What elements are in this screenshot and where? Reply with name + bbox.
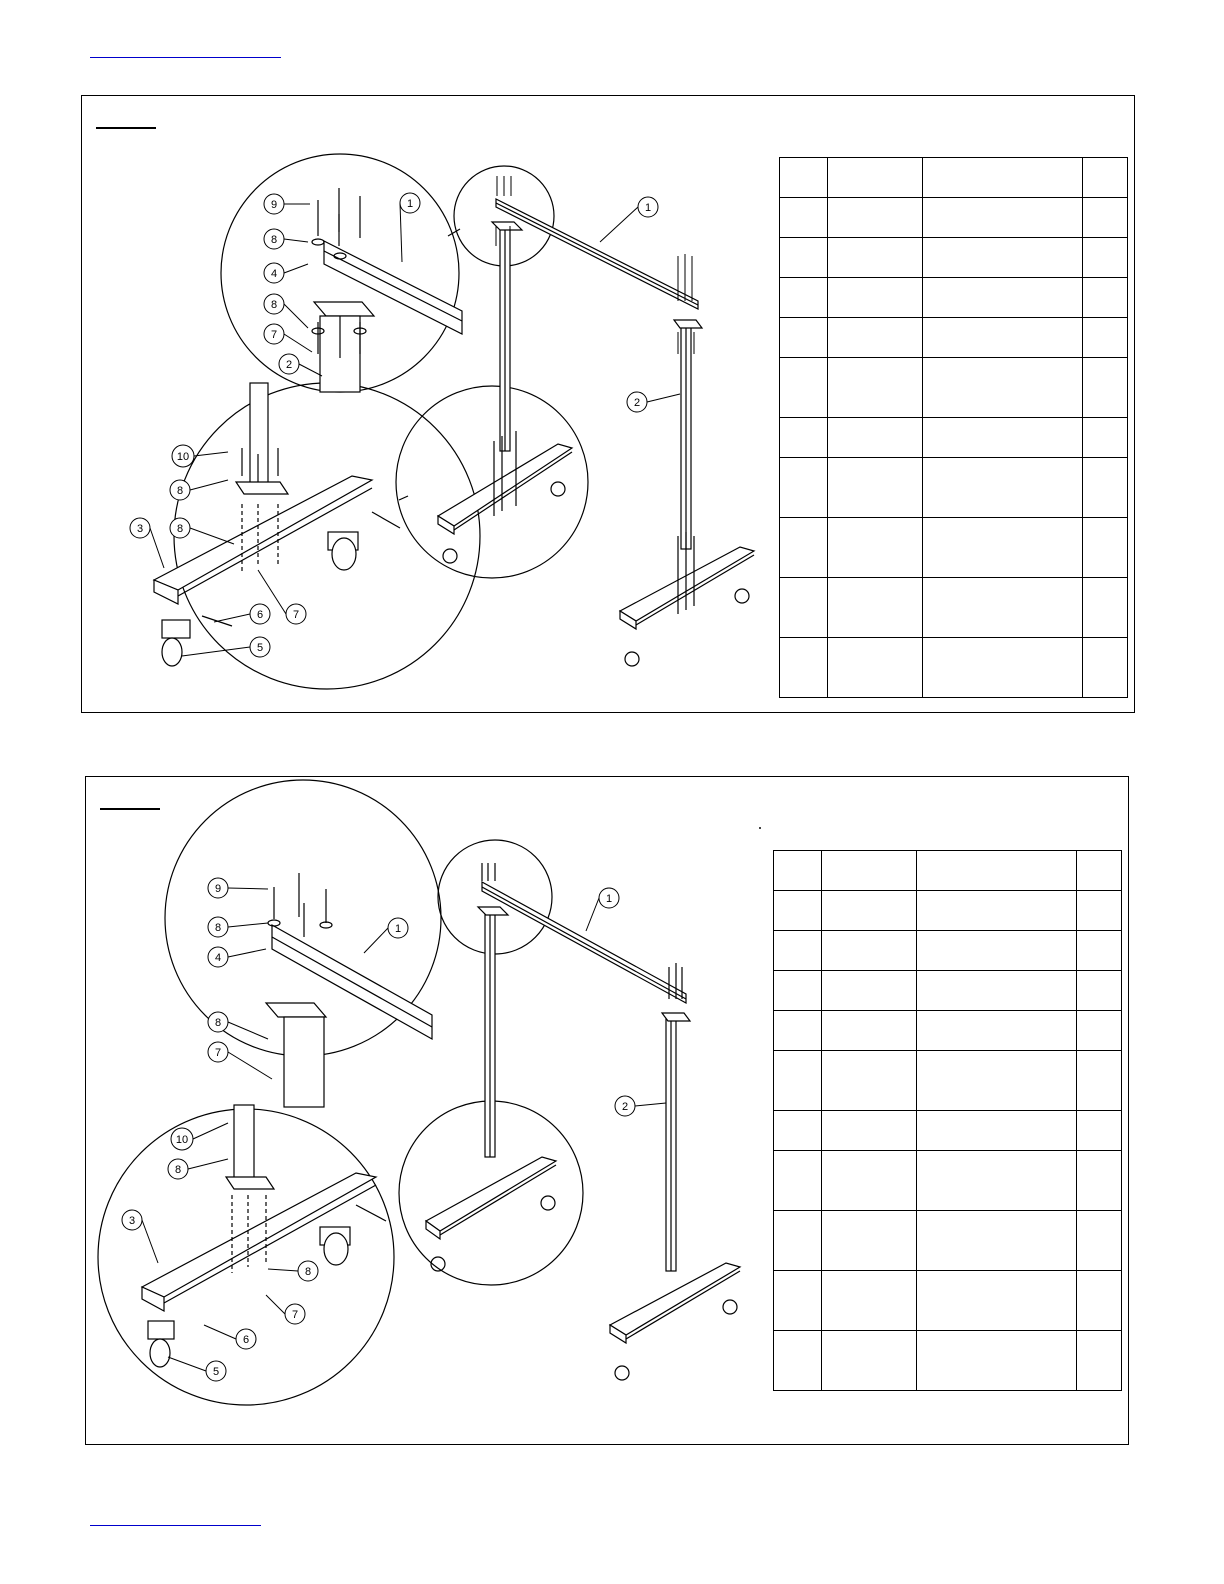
table-cell [774, 1051, 822, 1111]
callout-8: 8 [270, 299, 278, 311]
table-cell [1077, 1271, 1122, 1331]
table-cell [923, 458, 1083, 518]
table-row [780, 198, 1128, 238]
table-cell [780, 278, 828, 318]
table-row [774, 1331, 1122, 1391]
table-cell [1083, 518, 1128, 578]
callout-6: 6 [256, 609, 264, 621]
table-cell [1083, 158, 1128, 198]
assembly-drawing-1 [82, 96, 782, 714]
table-cell [822, 891, 917, 931]
table-cell [822, 931, 917, 971]
callout-5: 5 [256, 642, 264, 654]
table-cell [1077, 1111, 1122, 1151]
table-cell [1083, 458, 1128, 518]
table-cell [780, 158, 828, 198]
callout-2: 2 [285, 359, 293, 371]
table-row [780, 238, 1128, 278]
table-cell [1077, 851, 1122, 891]
callout-4: 4 [214, 952, 222, 964]
table-cell [917, 1051, 1077, 1111]
callout-7: 7 [291, 1309, 299, 1321]
table-row [774, 931, 1122, 971]
table-cell [923, 358, 1083, 418]
table-cell [1077, 891, 1122, 931]
table-row [774, 891, 1122, 931]
table-cell [1083, 578, 1128, 638]
table-cell [780, 318, 828, 358]
callout-8: 8 [270, 234, 278, 246]
table-cell [780, 518, 828, 578]
table-cell [774, 1271, 822, 1331]
table-cell [923, 198, 1083, 238]
table-cell [828, 578, 923, 638]
table-cell [917, 971, 1077, 1011]
table-cell [822, 1211, 917, 1271]
table-cell [1083, 198, 1128, 238]
table-cell [917, 1111, 1077, 1151]
detail-circle-bottom [174, 383, 480, 689]
callout-2: 2 [633, 397, 641, 409]
table-cell [780, 458, 828, 518]
table-cell [828, 638, 923, 698]
table-cell [822, 1051, 917, 1111]
assembly-panel-2 [85, 776, 1129, 1445]
table-cell [917, 891, 1077, 931]
table-row [780, 278, 1128, 318]
table-cell [822, 1271, 917, 1331]
table-cell [917, 851, 1077, 891]
parts-table-2 [773, 850, 1122, 1391]
table-cell [1083, 418, 1128, 458]
table-cell [917, 1011, 1077, 1051]
table-cell [774, 1011, 822, 1051]
callout-5: 5 [212, 1366, 220, 1378]
assembly-drawing-2 [86, 777, 776, 1446]
table-cell [917, 1271, 1077, 1331]
table-cell [923, 238, 1083, 278]
table-cell [774, 851, 822, 891]
table-cell [774, 971, 822, 1011]
table-cell [917, 1151, 1077, 1211]
callout-6: 6 [242, 1334, 250, 1346]
table-cell [828, 278, 923, 318]
table-cell [780, 638, 828, 698]
table-cell [923, 418, 1083, 458]
table-cell [774, 891, 822, 931]
table-cell [1083, 278, 1128, 318]
callout-8: 8 [176, 523, 184, 535]
callout-3: 3 [136, 523, 144, 535]
table-cell [822, 851, 917, 891]
table-row [780, 158, 1128, 198]
table-cell [828, 518, 923, 578]
table-cell [780, 358, 828, 418]
table-cell [828, 158, 923, 198]
table-cell [917, 1331, 1077, 1391]
table-cell [1083, 318, 1128, 358]
table-cell [1083, 638, 1128, 698]
table-cell [923, 518, 1083, 578]
table-row [780, 458, 1128, 518]
table-row [774, 1111, 1122, 1151]
callout-8: 8 [304, 1266, 312, 1278]
table-cell [828, 318, 923, 358]
table-row [774, 971, 1122, 1011]
table-cell [822, 1151, 917, 1211]
table-cell [1077, 1331, 1122, 1391]
table-cell [1083, 238, 1128, 278]
table-cell [923, 638, 1083, 698]
table-cell [1077, 1011, 1122, 1051]
table-cell [774, 1111, 822, 1151]
table-row [774, 1011, 1122, 1051]
table-cell [923, 158, 1083, 198]
callout-9: 9 [214, 883, 222, 895]
callout-3: 3 [128, 1215, 136, 1227]
table-cell [923, 318, 1083, 358]
table-cell [822, 1111, 917, 1151]
table-cell [1077, 971, 1122, 1011]
table-cell [828, 418, 923, 458]
callout-9: 9 [270, 199, 278, 211]
table-row [774, 851, 1122, 891]
table-cell [780, 238, 828, 278]
table-row [780, 358, 1128, 418]
callout-2: 2 [621, 1101, 629, 1113]
callout-8: 8 [176, 485, 184, 497]
table-cell [923, 278, 1083, 318]
table-row [774, 1271, 1122, 1331]
table-cell [822, 971, 917, 1011]
table-row [780, 318, 1128, 358]
table-cell [923, 578, 1083, 638]
table-cell [1077, 1151, 1122, 1211]
table-cell [917, 931, 1077, 971]
table-cell [828, 238, 923, 278]
table-row [780, 418, 1128, 458]
callout-10: 10 [175, 1134, 189, 1146]
callout-1: 1 [406, 198, 414, 210]
callout-8: 8 [174, 1164, 182, 1176]
table-cell [774, 1211, 822, 1271]
callout-1: 1 [394, 923, 402, 935]
table-cell [1077, 1051, 1122, 1111]
table-row [780, 518, 1128, 578]
table-cell [917, 1211, 1077, 1271]
table-row [774, 1211, 1122, 1271]
callout-1: 1 [644, 202, 652, 214]
callout-7: 7 [214, 1047, 222, 1059]
parts-table-1 [779, 157, 1128, 698]
callout-7: 7 [270, 329, 278, 341]
table-cell [822, 1011, 917, 1051]
table-row [780, 638, 1128, 698]
table-row [780, 578, 1128, 638]
table-cell [780, 578, 828, 638]
footer-link[interactable] [90, 1525, 261, 1526]
header-link[interactable] [90, 57, 281, 58]
assembly-panel-1 [81, 95, 1135, 713]
table-cell [828, 358, 923, 418]
callout-1: 1 [605, 893, 613, 905]
table-cell [822, 1331, 917, 1391]
table-cell [1077, 1211, 1122, 1271]
table-cell [774, 1151, 822, 1211]
callout-4: 4 [270, 268, 278, 280]
table-cell [774, 931, 822, 971]
table-cell [828, 458, 923, 518]
callout-8: 8 [214, 1017, 222, 1029]
table-cell [774, 1331, 822, 1391]
table-row [774, 1051, 1122, 1111]
table-cell [1083, 358, 1128, 418]
callout-7: 7 [292, 609, 300, 621]
table-row [774, 1151, 1122, 1211]
callout-8: 8 [214, 922, 222, 934]
callout-10: 10 [176, 451, 190, 463]
table-cell [780, 198, 828, 238]
table-cell [780, 418, 828, 458]
table-cell [828, 198, 923, 238]
table-cell [1077, 931, 1122, 971]
